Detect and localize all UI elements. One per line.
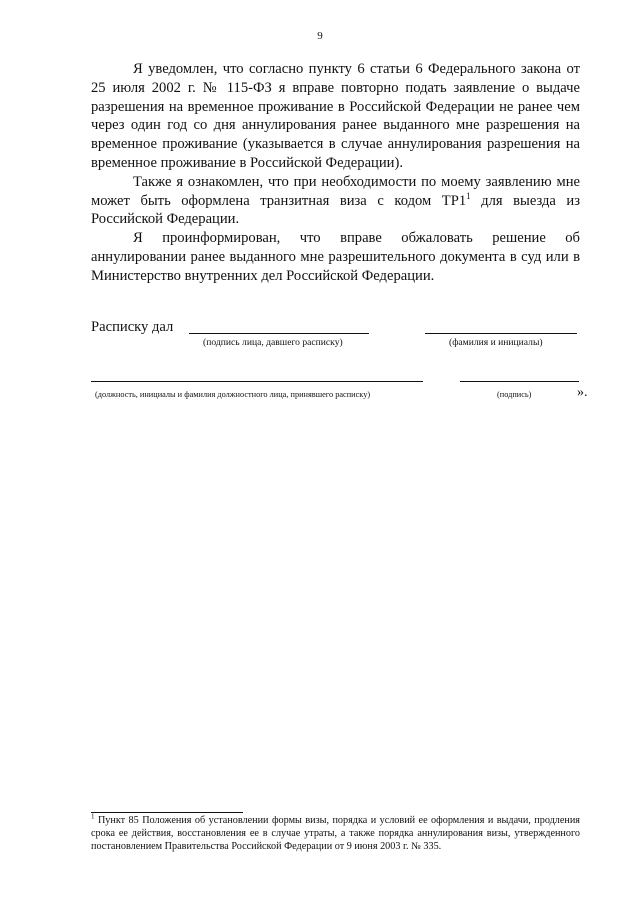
official-line[interactable] [91,381,423,382]
closing-quote: ». [577,385,588,400]
paragraph-transit-visa [91,173,580,229]
transit-visa-text: Также я ознакомлен, что при необходимости по моему заявлению мне может быть оформлена транзитная виза с кодом ТР1 [91,173,580,209]
paragraph-appeal-right: Я проинформирован, что вправе обжаловать решение об аннулировании ранее выданного мне разрешительного документа в суд или в Министерство внутренних дел Российской Федерации. [91,230,580,284]
signature-caption: (подпись лица, давшего расписку) [203,337,343,348]
transit-visa-text-end: для выезда из Российской Федерации. [91,192,580,228]
page-number: 9 [317,30,323,42]
official-signature-caption: (подпись) [497,390,532,399]
paragraph-notice-reapply: Я уведомлен, что согласно пункту 6 статьи 6 Федерального закона от 25 июля 2002 г. № 115-ФЗ я вправе повторно подать заявление о выдаче разрешения на временное проживание в Российской Федерации не ранее чем через один год со дня аннулирования ранее выданного мне разрешения на временное проживание (указывается в случае аннулирования разрешения на временное проживание в Российской Федерации). [91,61,580,171]
footnote-text: Пункт 85 Положения об установлении формы визы, порядка и условий ее оформления и выдачи, продления срока ее действия, восстановления ее в случае утраты, а также порядка аннулирования визы, утвержденного постановлением Правительства Российской Федерации от 9 июня 2003 г. № 335. [91,815,580,852]
official-signature-line[interactable] [460,381,579,382]
official-caption: (должность, инициалы и фамилия должностного лица, принявшего расписку) [95,390,371,399]
footnote [91,812,580,853]
name-line[interactable] [425,333,577,334]
footnote-mark: 1 [466,190,471,201]
signature-line[interactable] [189,333,369,334]
footnote-rule [91,812,243,813]
body-text [91,60,580,286]
receipt-label: Расписку дал [91,319,174,335]
name-caption: (фамилия и инициалы) [449,337,543,348]
footnote-number: 1 [91,812,95,821]
